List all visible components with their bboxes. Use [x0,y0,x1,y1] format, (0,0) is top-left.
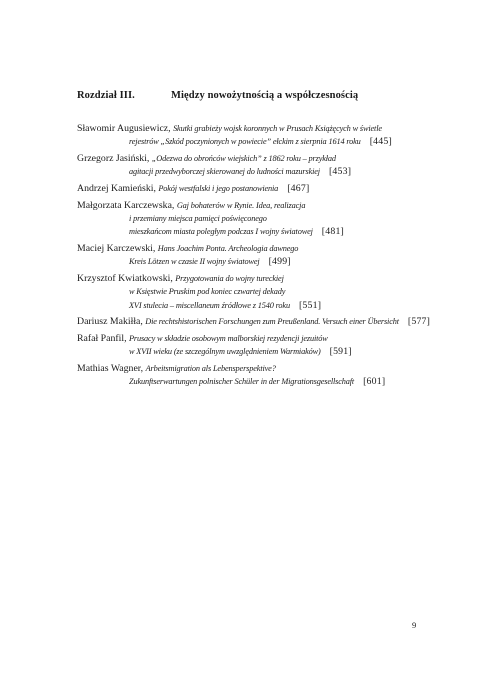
entry-author: Maciej Karczewski [77,243,153,254]
entry-title-line: Skutki grabieży wojsk koronnych w Prusach Książęcych w świetle [173,124,382,133]
entry-page-number: [453] [328,166,352,178]
toc-entry: Rafał Panfil, Prusacy w składzie osobowym malborskiej rezydencji jezuitów w XVII wieku (ze szczególnym uwzględnieniem Warmiaków) [591] [77,333,352,358]
chapter-title: Między nowożytnością a współczesnością [171,90,359,101]
entry-title-line: Zukunftserwartungen polnischer Schüler in der Migrationsgesellschaft [129,377,355,387]
entry-title-line: w XVII wieku (ze szczególnym uwzględnieniem Warmiaków) [129,347,321,357]
entry-title-line: w Księstwie Pruskim pod koniec czwartej dekady [129,287,286,297]
entry-title-line: Pokój westfalski i jego postanowienia [158,184,279,193]
entry-title-line: Przygotowania do wojny tureckiej [175,274,284,283]
entry-author: Krzysztof Kwiatkowski [77,273,171,284]
entry-page-number: [577] [407,316,431,328]
entry-title-line: Hans Joachim Ponta. Archeologia dawnego [157,244,299,253]
toc-entry: Mathias Wagner, Arbeitsmigration als Lebensperspektive? Zukunftserwartungen polnischer Schüler in der Migrationsgesellschaft [601] [77,363,386,388]
entry-author: Grzegorz Jasiński [77,153,147,164]
entry-author: Mathias Wagner [77,363,141,374]
entry-page-number: [445] [369,136,392,148]
entry-author: Rafał Panfil [77,333,125,344]
entry-page-number: [467] [287,183,310,194]
chapter-number: Rozdział III. [77,90,135,101]
toc-entry: Dariusz Makiłła, Die rechtshistorischen Forschungen zum Preußenland. Versuch einer Übersicht [577] [77,316,431,328]
toc-entry: Małgorzata Karczewska, Gaj bohaterów w Rynie. Idea, realizacja i przemiany miejsca pamięci poświęconego mieszkańcom miasta poległym podczas I wojny światowej [481] [77,199,345,238]
entry-page-number: [551] [298,299,322,311]
toc-entry: Sławomir Augusiewicz, Skutki grabieży wojsk koronnych w Prusach Książęcych w świetle rejestrów „Szkód poczynionych w powiecie” ełckim z sierpnia 1614 roku [445] [77,123,392,148]
entry-title-line: i przemiany miejsca pamięci poświęconego [129,214,267,223]
entry-title-line: Gaj bohaterów w Rynie. Idea, realizacja [176,200,306,210]
entry-author: Dariusz Makiłła [77,316,141,328]
table-of-contents [77,122,431,392]
entry-page-number: [481] [321,226,345,238]
entry-title-line: „Odezwa do obrońców wiejskich” z 1862 roku – przykład [151,154,336,163]
toc-entry: Krzysztof Kwiatkowski, Przygotowania do wojny tureckiej w Księstwie Pruskim pod koniec czwartej dekady XVI stulecia – miscellaneum źródłowe z 1540 roku [551] [77,273,322,311]
toc-entry: Grzegorz Jasiński, „Odezwa do obrońców wiejskich” z 1862 roku – przykład agitacji przedwyborczej skierowanej do ludności mazurskiej [453] [77,153,352,178]
entry-title-line: agitacji przedwyborczej skierowanej do ludności mazurskiej [129,167,320,177]
entry-title-line: mieszkańcom miasta poległym podczas I wojny światowej [129,227,313,237]
chapter-heading [77,90,417,101]
entry-author: Sławomir Augusiewicz [77,123,169,134]
entry-author: Małgorzata Karczewska [77,199,172,211]
entry-page-number: [591] [329,346,352,358]
entry-title-line: XVI stulecia – miscellaneum źródłowe z 1540 roku [129,300,290,310]
entry-title-line: Kreis Lötzen w czasie II wojny światowej [129,257,260,267]
entry-title-line: Prusacy w składzie osobowym malborskiej rezydencji jezuitów [128,334,328,343]
entry-page-number: [601] [363,376,386,388]
page-number: 9 [412,620,417,630]
toc-entry: Andrzej Kamieński, Pokój westfalski i jego postanowienia [467] [77,183,310,194]
entry-title-line: Arbeitsmigration als Lebensperspektive? [145,364,276,373]
entry-page-number: [499] [268,256,291,268]
entry-title-line: rejestrów „Szkód poczynionych w powiecie” ełckim z sierpnia 1614 roku [129,137,361,147]
entry-author: Andrzej Kamieński [77,183,154,194]
entry-title-line: Die rechtshistorischen Forschungen zum Preußenland. Versuch einer Übersicht [145,317,399,327]
toc-entry: Maciej Karczewski, Hans Joachim Ponta. Archeologia dawnego Kreis Lötzen w czasie II wojny światowej [499] [77,243,299,268]
